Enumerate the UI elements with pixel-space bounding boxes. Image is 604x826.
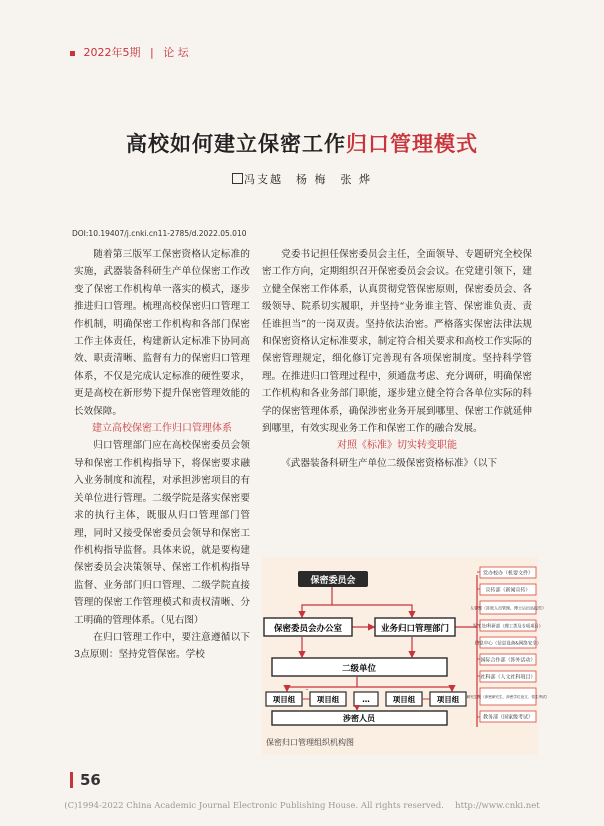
header-separator: | xyxy=(150,46,154,59)
item-label: 社科部（人文社科項目） xyxy=(480,674,536,681)
diagram-caption: 保密归口管理组织机构图 xyxy=(266,738,354,747)
authors xyxy=(0,171,604,187)
square-marker-icon xyxy=(70,51,75,56)
paragraph: 在归口管理工作中，要注意遵循以下3点原则：坚持党管保密。学校 xyxy=(74,631,250,661)
title-part2: 归口管理模式 xyxy=(346,132,478,156)
org-chart-diagram xyxy=(262,557,550,755)
authors-text: 冯支越 杨 梅 张 烨 xyxy=(244,173,372,186)
section-heading: 对照《标准》切实转变职能 xyxy=(337,440,457,452)
right-items xyxy=(467,567,550,722)
org-chart-svg xyxy=(262,557,550,755)
article-title xyxy=(0,128,604,158)
committee-label: 保密委员会 xyxy=(310,576,356,586)
item-label: 教务部（国家级考试） xyxy=(482,714,534,721)
issue-label: 2022年5期 xyxy=(83,46,141,59)
page-number: 56 xyxy=(80,771,101,789)
copyright: (C)1994-2022 China Academic Journal Electronic Publishing House. All rights reserved. http://www.cnki.net xyxy=(64,801,540,811)
project-label: 项目组 xyxy=(392,695,416,704)
page-number-bar xyxy=(70,772,73,788)
doi: DOI:10.19407/j.cnki.cn11-2785/d.2022.05.010 xyxy=(72,229,247,238)
author-box-icon xyxy=(232,173,243,184)
item-label: 党办校办（机要文件） xyxy=(482,570,534,577)
paragraph: 党委书记担任保密委员会主任，全面领导、专题研究全校保密工作方向，定期组织召开保密委员会会议。在党建引领下，建立健全保密工作体系，认真贯彻党管保密原则，保密委员会、各级领导、院系切实履职，并坚持“业务谁主管、保密谁负责、责任谁担当”的一岗双责。坚持依法治密。严格落实保密法律法规和保密资格认定标准要求，制定符合相关要求和高校工作实际的保密管理规定，细化修订完善现有各项保密制度。坚持科学管理。在推进归口管理过程中，须通盘考虑、充分调研，明确保密工作机构和各业务部门职能，逐步建立健全符合各单位实际的科学的保密管理体系，确保涉密业务开展到哪里、保密工作就延伸到哪里，有效实现业务工作和保密工作的融合发展。 xyxy=(262,249,532,435)
right-column xyxy=(262,246,532,472)
project-label: 项目组 xyxy=(436,695,460,704)
paragraph: 随着第三版军工保密资格认定标准的实施，武器装备科研生产单位保密工作改变了保密工作机构单一落实的模式，逐步推进归口管理。梳理高校保密归口管理工作机制，明确保密工作机构和各部门保密工作主体责任，构建新认定标准下协同高效、职责清晰、监督有力的保密归口管理体系，不仅是完成认定标准的硬性要求，更是高校在新形势下提升保密管理效能的长效保障。 xyxy=(74,249,250,417)
item-label: 研究生院（涉密研究生、涉密学位论文、招生考试） xyxy=(466,695,550,699)
section-heading: 建立高校保密工作归口管理体系 xyxy=(92,423,232,435)
item-label: 军工处/科研部（理工类及专项项目） xyxy=(472,624,544,630)
project-groups xyxy=(266,692,466,710)
column-label: 论 坛 xyxy=(163,46,189,59)
item-label: 国际合作部（涉外活动） xyxy=(480,657,536,664)
dept-label: 业务归口管理部门 xyxy=(380,624,450,634)
staff-label: 涉密人员 xyxy=(343,714,375,723)
project-label: 项目组 xyxy=(272,695,296,704)
left-column xyxy=(74,246,250,664)
office-label: 保密委员会办公室 xyxy=(273,624,343,634)
project-label: … xyxy=(362,695,370,704)
item-label: 人事部（涉密人员管理、博士后出站报告） xyxy=(470,605,546,611)
item-label: 宣传部（新闻宣传） xyxy=(485,587,531,594)
project-label: 项目组 xyxy=(316,695,340,704)
item-label: 信息中心（信息设备&网络安全） xyxy=(474,641,542,647)
issue-header xyxy=(70,44,189,60)
second-level-label: 二级单位 xyxy=(341,664,377,674)
title-part1: 高校如何建立保密工作 xyxy=(126,132,346,156)
paragraph: 《武器装备科研生产单位二级保密资格标准》（以下 xyxy=(281,457,498,469)
paragraph: 归口管理部门应在高校保密委员会领导和保密工作机构指导下，将保密要求融入业务制度和流程，对承担涉密项目的有关单位进行管理。二级学院是落实保密要求的执行主体，既服从归口管理部门管理，同时又接受保密委员会领导和保密工作机构指导监督。具体来说，就是要构建保密委员会决策领导、保密工作机构指导监督、业务部门归口管理、二级学院直接管理的保密工作管理模式和责权清晰、分工明确的管理体系。（见右图） xyxy=(74,440,250,626)
